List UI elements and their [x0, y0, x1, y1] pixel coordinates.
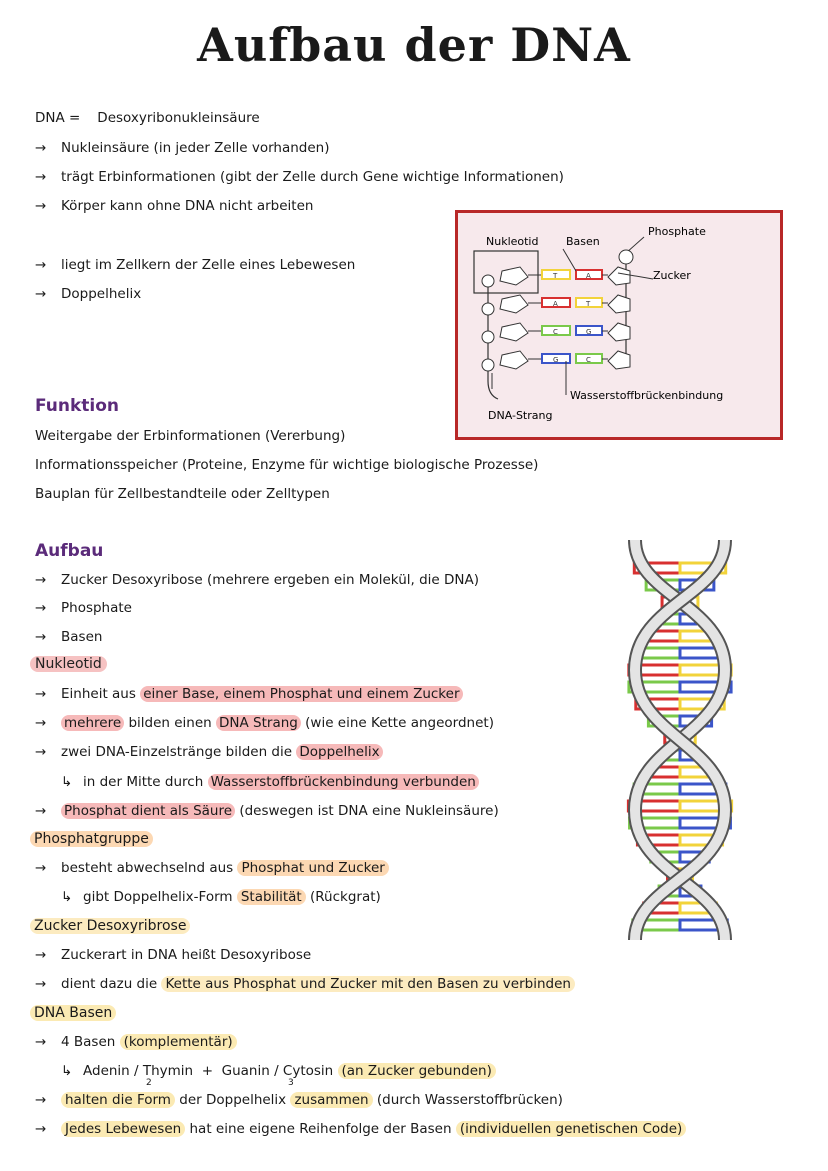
intro-text: trägt Erbinformationen (gibt der Zelle durch Gene wichtige Informationen)	[61, 169, 564, 185]
label-zucker: Zucker	[653, 269, 691, 282]
basen-pointer	[563, 249, 576, 271]
text: hat eine eigene Reihenfolge der Basen	[189, 1121, 452, 1137]
base-left-letter: A	[553, 300, 558, 308]
funktion-line: Bauplan für Zellbestandteile oder Zelltypen	[35, 486, 330, 502]
text: dient dazu die	[61, 976, 158, 992]
nucleotide-diagram	[455, 210, 783, 440]
arrow-icon: →	[35, 715, 47, 731]
nukleotid-heading-text: Nukleotid	[30, 656, 107, 672]
arrow-icon: →	[35, 198, 47, 214]
nukleotid-line	[35, 715, 494, 731]
phosphat-subline	[61, 889, 381, 905]
sugar-right	[608, 351, 630, 369]
page-title: Aufbau der DNA	[197, 18, 631, 72]
highlight: mehrere	[61, 715, 124, 731]
funktion-line: Informationsspeicher (Proteine, Enzyme für wichtige biologische Prozesse)	[35, 457, 539, 473]
base-left-letter: C	[553, 328, 558, 336]
highlight: einer Base, einem Phosphat und einem Zucker	[140, 686, 462, 702]
arrow-icon: →	[35, 1034, 47, 1050]
phosphat-line	[35, 860, 389, 876]
base-pair-rows	[482, 267, 630, 371]
definition-line	[35, 110, 260, 126]
highlight: Stabilität	[237, 889, 306, 905]
aufbau-text: Phosphate	[61, 600, 132, 616]
sugar-left	[500, 267, 528, 285]
sugar-right	[608, 295, 630, 313]
highlight: Kette aus Phosphat und Zucker mit den Basen zu verbinden	[161, 976, 575, 992]
text: (deswegen ist DNA eine Nukleinsäure)	[239, 803, 499, 819]
text: bilden einen	[128, 715, 212, 731]
zucker-line	[35, 947, 311, 963]
intro-text: Nukleinsäure (in jeder Zelle vorhanden)	[61, 140, 330, 156]
arrow-icon: →	[35, 976, 47, 992]
highlight: Phosphat dient als Säure	[61, 803, 235, 819]
arrow-icon: →	[35, 947, 47, 963]
arrow-icon: →	[35, 1121, 47, 1137]
intro-point	[35, 198, 313, 214]
subscript-2: 2	[146, 1078, 152, 1088]
aufbau-text: Basen	[61, 629, 103, 645]
highlight: (an Zucker gebunden)	[338, 1063, 496, 1079]
sugar-right	[608, 267, 630, 285]
subarrow-icon: ↳	[61, 1063, 73, 1079]
funktion-line: Weitergabe der Erbinformationen (Vererbung)	[35, 428, 346, 444]
intro-point	[35, 257, 355, 273]
text: (wie eine Kette angeordnet)	[305, 715, 494, 731]
arrow-icon: →	[35, 169, 47, 185]
phosphat-heading	[30, 831, 153, 847]
text: besteht abwechselnd aus	[61, 860, 234, 876]
phosphat-heading-text: Phosphatgruppe	[30, 831, 153, 847]
highlight: Wasserstoffbrückenbindung verbunden	[208, 774, 479, 790]
phosphate-left	[482, 331, 494, 343]
basen-subline	[61, 1063, 496, 1079]
arrow-icon: →	[35, 1092, 47, 1108]
base-right-letter: C	[586, 356, 591, 364]
nukleotid-subline	[61, 774, 479, 790]
arrow-icon: →	[35, 629, 47, 645]
nukleotid-line	[35, 744, 383, 760]
intro-text: liegt im Zellkern der Zelle eines Lebewesen	[61, 257, 356, 273]
aufbau-text: Zucker Desoxyribose (mehrere ergeben ein Molekül, die DNA)	[61, 572, 480, 588]
sugar-left	[500, 295, 528, 313]
text: Einheit aus	[61, 686, 136, 702]
phosphate-left	[482, 303, 494, 315]
text: der Doppelhelix	[179, 1092, 287, 1108]
arrow-icon: →	[35, 257, 47, 273]
aufbau-point	[35, 572, 479, 588]
label-wasserstoff: Wasserstoffbrückenbindung	[570, 389, 724, 402]
text: Zuckerart in DNA heißt Desoxyribose	[61, 947, 312, 963]
arrow-icon: →	[35, 686, 47, 702]
highlight: (individuellen genetischen Code)	[456, 1121, 687, 1137]
basen-line	[35, 1121, 686, 1137]
intro-text: Doppelhelix	[61, 286, 142, 302]
text: gibt Doppelhelix-Form	[83, 889, 233, 905]
highlight: zusammen	[290, 1092, 372, 1108]
text: (Rückgrat)	[309, 889, 381, 905]
intro-point	[35, 169, 564, 185]
text: Adenin / Thymin	[83, 1063, 194, 1079]
sugar-left	[500, 351, 528, 369]
definition-value: Desoxyribonukleinsäure	[97, 110, 260, 126]
subarrow-icon: ↳	[61, 774, 73, 790]
base-right-letter: A	[586, 272, 591, 280]
zucker-heading	[30, 918, 190, 934]
label-basen: Basen	[566, 235, 600, 248]
intro-point	[35, 286, 141, 302]
base-left-letter: G	[553, 356, 559, 364]
funktion-heading: Funktion	[35, 396, 120, 416]
aufbau-heading: Aufbau	[35, 541, 104, 561]
basen-heading	[30, 1005, 116, 1021]
basen-line	[35, 1034, 237, 1050]
nukleotid-line	[35, 803, 499, 819]
base-right-letter: T	[586, 300, 591, 308]
phosphate-left	[482, 359, 494, 371]
subarrow-icon: ↳	[61, 889, 73, 905]
label-strang: DNA-Strang	[488, 409, 553, 422]
text: in der Mitte durch	[83, 774, 204, 790]
highlight: halten die Form	[61, 1092, 175, 1108]
arrow-icon: →	[35, 803, 47, 819]
intro-text: Körper kann ohne DNA nicht arbeiten	[61, 198, 314, 214]
label-nukleotid: Nukleotid	[486, 235, 539, 248]
base-left-letter: T	[553, 272, 558, 280]
arrow-icon: →	[35, 286, 47, 302]
label-phosphate: Phosphate	[648, 225, 706, 238]
arrow-icon: →	[35, 572, 47, 588]
nukleotid-heading	[30, 656, 107, 672]
highlight: Doppelhelix	[296, 744, 382, 760]
arrow-icon: →	[35, 600, 47, 616]
base-right-letter: G	[586, 328, 592, 336]
text: zwei DNA-Einzelstränge bilden die	[61, 744, 293, 760]
basen-line	[35, 1092, 563, 1108]
aufbau-point	[35, 629, 102, 645]
basen-heading-text: DNA Basen	[30, 1005, 116, 1021]
highlight: (komplementär)	[120, 1034, 237, 1050]
zucker-heading-text: Zucker Desoxyribrose	[30, 918, 190, 934]
text: (durch Wasserstoffbrücken)	[376, 1092, 563, 1108]
nukleotid-line	[35, 686, 463, 702]
sugar-right	[608, 323, 630, 341]
highlight: DNA Strang	[216, 715, 301, 731]
text: +	[201, 1063, 214, 1079]
sugar-left	[500, 323, 528, 341]
text: 4 Basen	[61, 1034, 116, 1050]
zucker-line	[35, 976, 575, 992]
arrow-icon: →	[35, 860, 47, 876]
phosphate-circle	[619, 250, 633, 264]
text: Guanin / Cytosin	[221, 1063, 334, 1079]
double-helix-illustration	[620, 535, 740, 945]
definition-label: DNA =	[35, 110, 81, 126]
arrow-icon: →	[35, 140, 47, 156]
subscript-3: 3	[288, 1078, 294, 1088]
arrow-icon: →	[35, 744, 47, 760]
diagram-svg	[458, 213, 780, 437]
highlight: Phosphat und Zucker	[237, 860, 388, 876]
phosphate-left	[482, 275, 494, 287]
highlight: Jedes Lebewesen	[61, 1121, 185, 1137]
intro-point	[35, 140, 329, 156]
aufbau-point	[35, 600, 132, 616]
helix-strand-b	[635, 540, 725, 940]
